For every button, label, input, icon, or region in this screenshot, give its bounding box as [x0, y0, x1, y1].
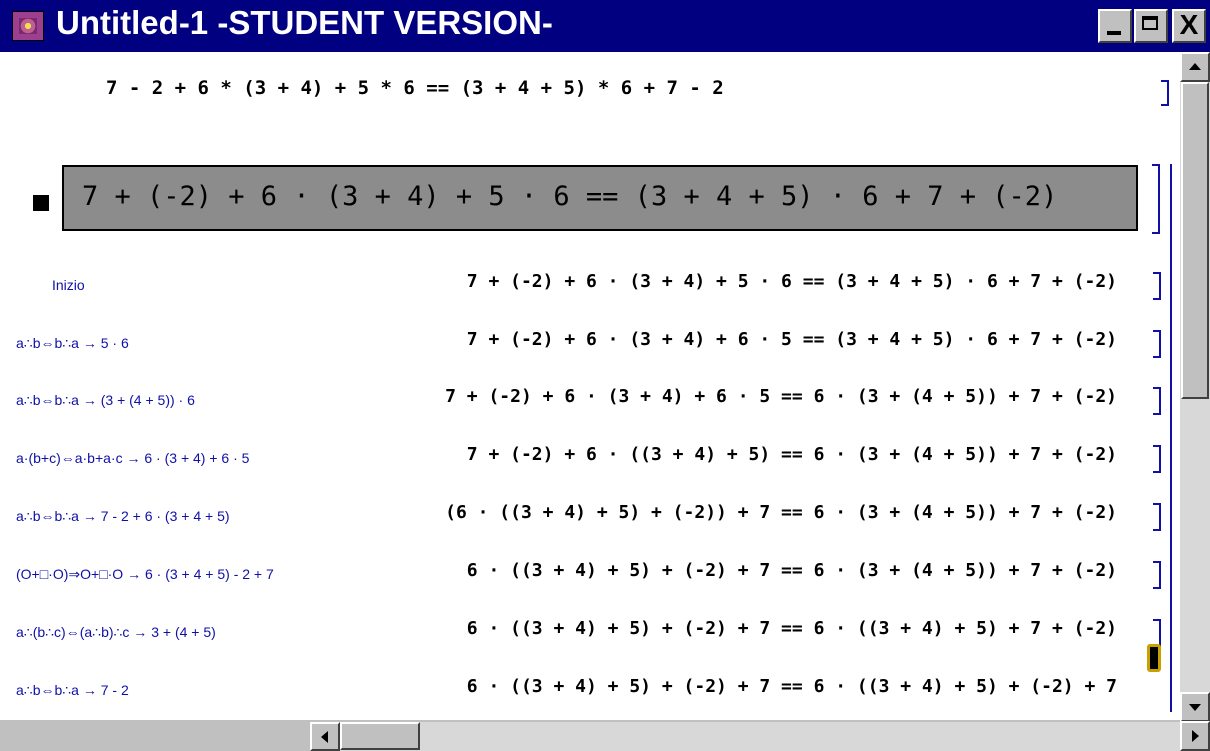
cell-bracket[interactable]	[1153, 387, 1161, 415]
rule-label: a∴b⇔b∴a → 7 - 2 + 6 · (3 + 4 + 5)	[16, 508, 230, 524]
scroll-up-button[interactable]	[1180, 52, 1210, 82]
minimize-button[interactable]	[1098, 9, 1132, 43]
rule-label: (O+□·O)⇒O+□·O → 6 · (3 + 4 + 5) - 2 + 7	[16, 566, 274, 582]
cell-bracket[interactable]	[1153, 503, 1161, 531]
step-expression[interactable]: 6 · ((3 + 4) + 5) + (-2) + 7 == 6 · (3 + (4 + 5)) + 7 + (-2)	[466, 560, 1117, 581]
step-expression[interactable]: 7 + (-2) + 6 · (3 + 4) + 6 · 5 == 6 · (3 + (4 + 5)) + 7 + (-2)	[445, 386, 1117, 407]
step-expression[interactable]: 6 · ((3 + 4) + 5) + (-2) + 7 == 6 · ((3 + 4) + 5) + (-2) + 7	[466, 676, 1117, 697]
rule-label: a∴b⇔b∴a → 7 - 2	[16, 682, 129, 698]
cell-bracket[interactable]	[1153, 561, 1161, 589]
horizontal-scrollbar[interactable]	[310, 722, 1180, 751]
cell-bracket[interactable]	[1153, 272, 1161, 300]
step-expression[interactable]: (6 · ((3 + 4) + 5) + (-2)) + 7 == 6 · (3 + (4 + 5)) + 7 + (-2)	[445, 502, 1117, 523]
scroll-right-button[interactable]	[1180, 721, 1210, 751]
cell-bracket[interactable]	[1153, 619, 1161, 647]
input-cell[interactable]: 7 - 2 + 6 * (3 + 4) + 5 * 6 == (3 + 4 + 5) * 6 + 7 - 2	[106, 77, 724, 99]
rule-label: a∴b⇔b∴a → 5 · 6	[16, 335, 129, 351]
vertical-scrollbar[interactable]	[1180, 52, 1210, 751]
vertical-scroll-thumb[interactable]	[1181, 82, 1209, 399]
step-expression[interactable]: 7 + (-2) + 6 · ((3 + 4) + 5) == 6 · (3 + (4 + 5)) + 7 + (-2)	[466, 444, 1117, 465]
close-button[interactable]: X	[1172, 9, 1206, 43]
horizontal-scroll-thumb[interactable]	[340, 722, 420, 750]
section-marker	[33, 195, 49, 211]
window-title: Untitled-1 -STUDENT VERSION-	[56, 4, 553, 41]
cell-bracket[interactable]	[1152, 164, 1160, 234]
title-bar[interactable]	[0, 0, 1210, 52]
cell-bracket[interactable]	[1153, 445, 1161, 473]
scroll-down-button[interactable]	[1180, 692, 1210, 722]
selected-cell-bracket[interactable]	[1147, 644, 1161, 672]
cell-bracket[interactable]	[1153, 330, 1161, 358]
scroll-left-button[interactable]	[310, 722, 340, 751]
rule-label: a∴(b∴c)⇔(a∴b)∴c → 3 + (4 + 5)	[16, 624, 216, 640]
section-cell[interactable]	[62, 165, 1138, 231]
cell-bracket[interactable]	[1161, 80, 1169, 106]
maximize-button[interactable]	[1134, 9, 1168, 43]
section-expression: 7 + (-2) + 6 · (3 + 4) + 5 · 6 == (3 + 4 + 5) · 6 + 7 + (-2)	[82, 181, 1058, 212]
app-icon[interactable]	[12, 11, 44, 41]
step-expression[interactable]: 7 + (-2) + 6 · (3 + 4) + 6 · 5 == (3 + 4 + 5) · 6 + 7 + (-2)	[466, 329, 1117, 350]
step-expression[interactable]: 7 + (-2) + 6 · (3 + 4) + 5 · 6 == (3 + 4 + 5) · 6 + 7 + (-2)	[466, 271, 1117, 292]
rule-label: a·(b+c)⇔a·b+a·c → 6 · (3 + 4) + 6 · 5	[16, 450, 250, 466]
step-expression[interactable]: 6 · ((3 + 4) + 5) + (-2) + 7 == 6 · ((3 + 4) + 5) + 7 + (-2)	[466, 618, 1117, 639]
group-bracket[interactable]	[1170, 164, 1172, 712]
notebook-area[interactable]	[0, 52, 1180, 720]
rule-label: Inizio	[52, 277, 85, 293]
rule-label: a∴b⇔b∴a → (3 + (4 + 5)) · 6	[16, 392, 195, 408]
